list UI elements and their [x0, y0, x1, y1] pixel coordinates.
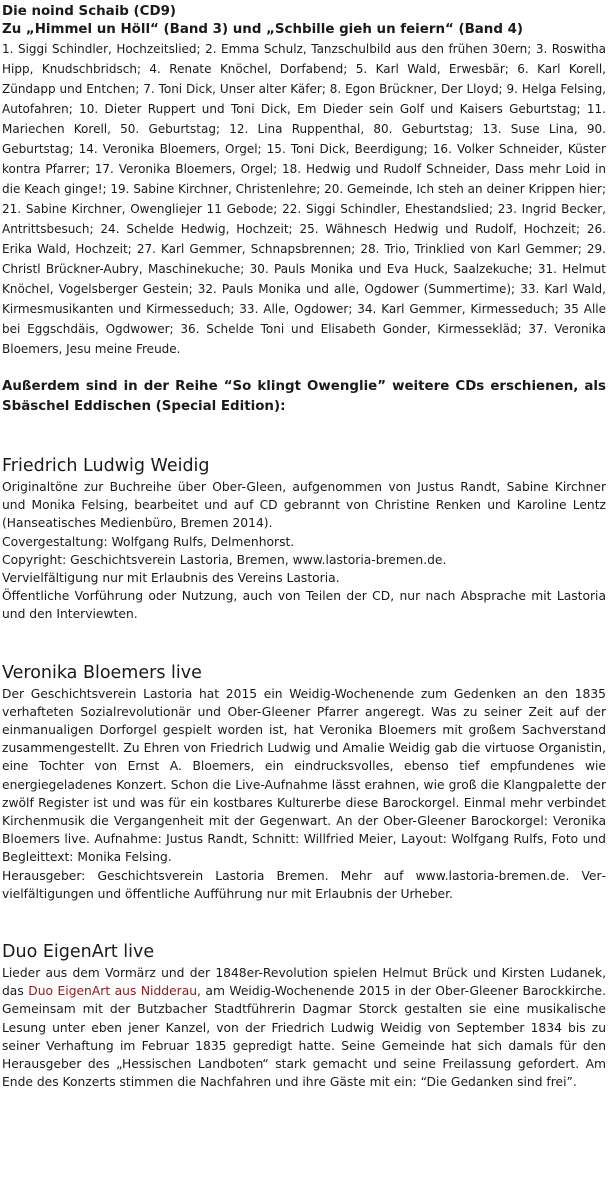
cd-heading: Die noind Schaib (CD9) — [2, 4, 177, 19]
series-note: Außerdem sind in der Reihe “So klingt Owenglie” weitere CDs erschienen, als Sbäschel Eddischen (Special Edition): — [2, 379, 606, 414]
paragraph: Vervielfältigung nur mit Erlaubnis des Vereins Lastoria. — [2, 571, 340, 586]
cd-section-bloemers — [2, 662, 606, 903]
cd-body-eigenart — [2, 964, 606, 1091]
cd-subheading: Zu „Himmel un Höll“ (Band 3) und „Schbille gieh un feiern“ (Band 4) — [2, 22, 524, 37]
text-run: am Weidig-Wochenende 2015 in der Ober-Gleener Barockkirche. Gemeinsam mit der Butzbacher Stadtführerin Dagmar Storck gestalten sie eine musikalische Lesung unter eben jener Kanzel, von der Friedrich Ludwig Weidig von September 1834 bis zu seiner Verhaftung im Februar 1835 gepredigt hatte. Seine Gemeinde hat sich damals für den Herausgeber des „Hessischen Landboten“ stark gemacht und seine Freilassung gefordert. Am Ende des Konzerts stimmen die Nachfahren und ihre Gäste mit ein: “Die Gedanken sind frei”. — [2, 984, 606, 1090]
cd-body-weidig — [2, 478, 606, 624]
cd-section-eigenart — [2, 941, 606, 1091]
paragraph — [2, 964, 606, 1091]
cd-title-bloemers: Veronika Bloemers live — [2, 662, 202, 683]
cd-body-bloemers — [2, 685, 606, 903]
duo-eigenart-link[interactable]: Duo EigenArt aus Nidderau, — [28, 984, 201, 999]
cd-title-weidig: Friedrich Ludwig Weidig — [2, 456, 210, 476]
paragraph: Öffentliche Vorführung oder Nutzung, auch von Teilen der CD, nur nach Absprache mit Lastoria und den Interviewten. — [2, 589, 606, 622]
paragraph: Herausgeber: Geschichtsverein Lastoria Bremen. Mehr auf www.lastoria-bremen.de. Vervielfältigungen und öffentliche Aufführung nur mit Erlaubnis der Urheber. — [2, 868, 606, 901]
paragraph: Originaltöne zur Buchreihe über Ober-Gleen, aufgenommen von Justus Randt, Sabine Kirchner und Monika Felsing, bearbeitet und auf CD gebrannt von Christine Renken und Karoline Lentz (Hanseatisches Medienbüro, Bremen 2014). — [2, 480, 606, 531]
cd-section-weidig — [2, 455, 606, 624]
text-run: Lieder aus dem Vormärz und der 1848er-Revolution spielen Helmut Brück und Kirsten Ludanek, das — [2, 966, 606, 999]
cd-title-eigenart: Duo EigenArt live — [2, 942, 155, 963]
track-list: 1. Siggi Schindler, Hochzeitslied; 2. Emma Schulz, Tanzschulbild aus den frühen 30ern; 3. Roswitha Hipp, Knudschbridsch; 4. Renate Knöchel, Dorfabend; 5. Karl Wald, Erwesbär; 6. Karl Korell, Zündapp und Entchen; 7. Toni Dick, Unser alter Käfer; 8. Egon Brückner, Der Lloyd; 9. Helga Felsing, Autofahren; 10. Dieter Ruppert und Toni Dick, Em Dieder sein Golf und Kaisers Geburtstag; 11. Mariechen Korell, 50. Geburtstag; 12. Lina Ruppenthal, 80. Geburtstag; 13. Suse Lina, 90. Geburtstag; 14. Veronika Bloemers, Orgel; 15. Toni Dick, Beerdigung; 16. Volker Schneider, Küster kontra Pfarrer; 17. Veronika Bloemers, Orgel; 18. Hedwig und Rudolf Schneider, Dass mehr Loid in die Keach ginge!; 19. Sabine Kirchner, Christenlehre; 20. Gemeinde, Ich steh an deiner Krippen hier; 21. Sabine Kirchner, Owengliejer 11 Gebode; 22. Siggi Schindler, Ehestandslied; 23. Ingrid Becker, Antrittsbesuch; 24. Schelde Hedwig, Hochzeit; 25. Wähnesch Hedwig und Rudolf, Hochzeit; 26. Erika Wald, Hochzeit; 27. Karl Gemmer, Schnapsbrennen; 28. Trio, Trinklied von Karl Gemmer; 29. Christl Brückner-Aubry, Maschinekuche; 30. Pauls Monika und Eva Huck, Saalzekuche; 31. Helmut Knöchel, Vogelsberger Gestein; 32. Pauls Monika und alle, Ogdower (Summertime); 33. Karl Wald, Kirmesmusikanten und Kirmesseduch; 33. Alle, Ogdower; 34. Karl Gemmer, Kirmesseduch; 35 Alle bei Eggschdäis, Ogdwower; 36. Schelde Toni und Elisabeth Gonder, Kirmessekläd; 37. Veronika Bloemers, Jesu meine Freude. — [2, 42, 606, 356]
paragraph: Der Geschichtsverein Lastoria hat 2015 ein Weidig-Wochenende zum Gedenken an den 1835 verhafteten Sozialrevolutionär und Ober-Gleener Pfarrer angeregt. Was zu seiner Zeit auf der einmanualigen Dorforgel gespielt worden ist, hat Veronika Bloemers mit großem Sachverstand zusammengestellt. Zu Ehren von Friedrich Ludwig und Amalie Weidig gab die virtuose Organistin, eine Tochter von Ernst A. Bloemers, ein eindrucksvolles, ebenso tief empfundenes wie energiegeladenes Konzert. Schon die Live-Aufnahme lässt erahnen, wie groß die Klangpalette der zwölf Register ist und was für ein kostbares Kulturerbe diese Barockorgel. Einmal mehr verbindet Kirchenmusik die Vergangenheit mit der Gegenwart. An der Ober-Gleener Barockorgel: Veronika Bloemers live. Aufnahme: Justus Randt, Schnitt: Willfried Meier, Layout: Wolfgang Rulfs, Foto und Begleittext: Monika Felsing. — [2, 686, 606, 865]
paragraph: Copyright: Geschichtsverein Lastoria, Bremen, www.lastoria-bremen.de. — [2, 552, 447, 567]
paragraph: Covergestaltung: Wolfgang Rulfs, Delmenhorst. — [2, 534, 295, 549]
spacer — [2, 359, 606, 377]
